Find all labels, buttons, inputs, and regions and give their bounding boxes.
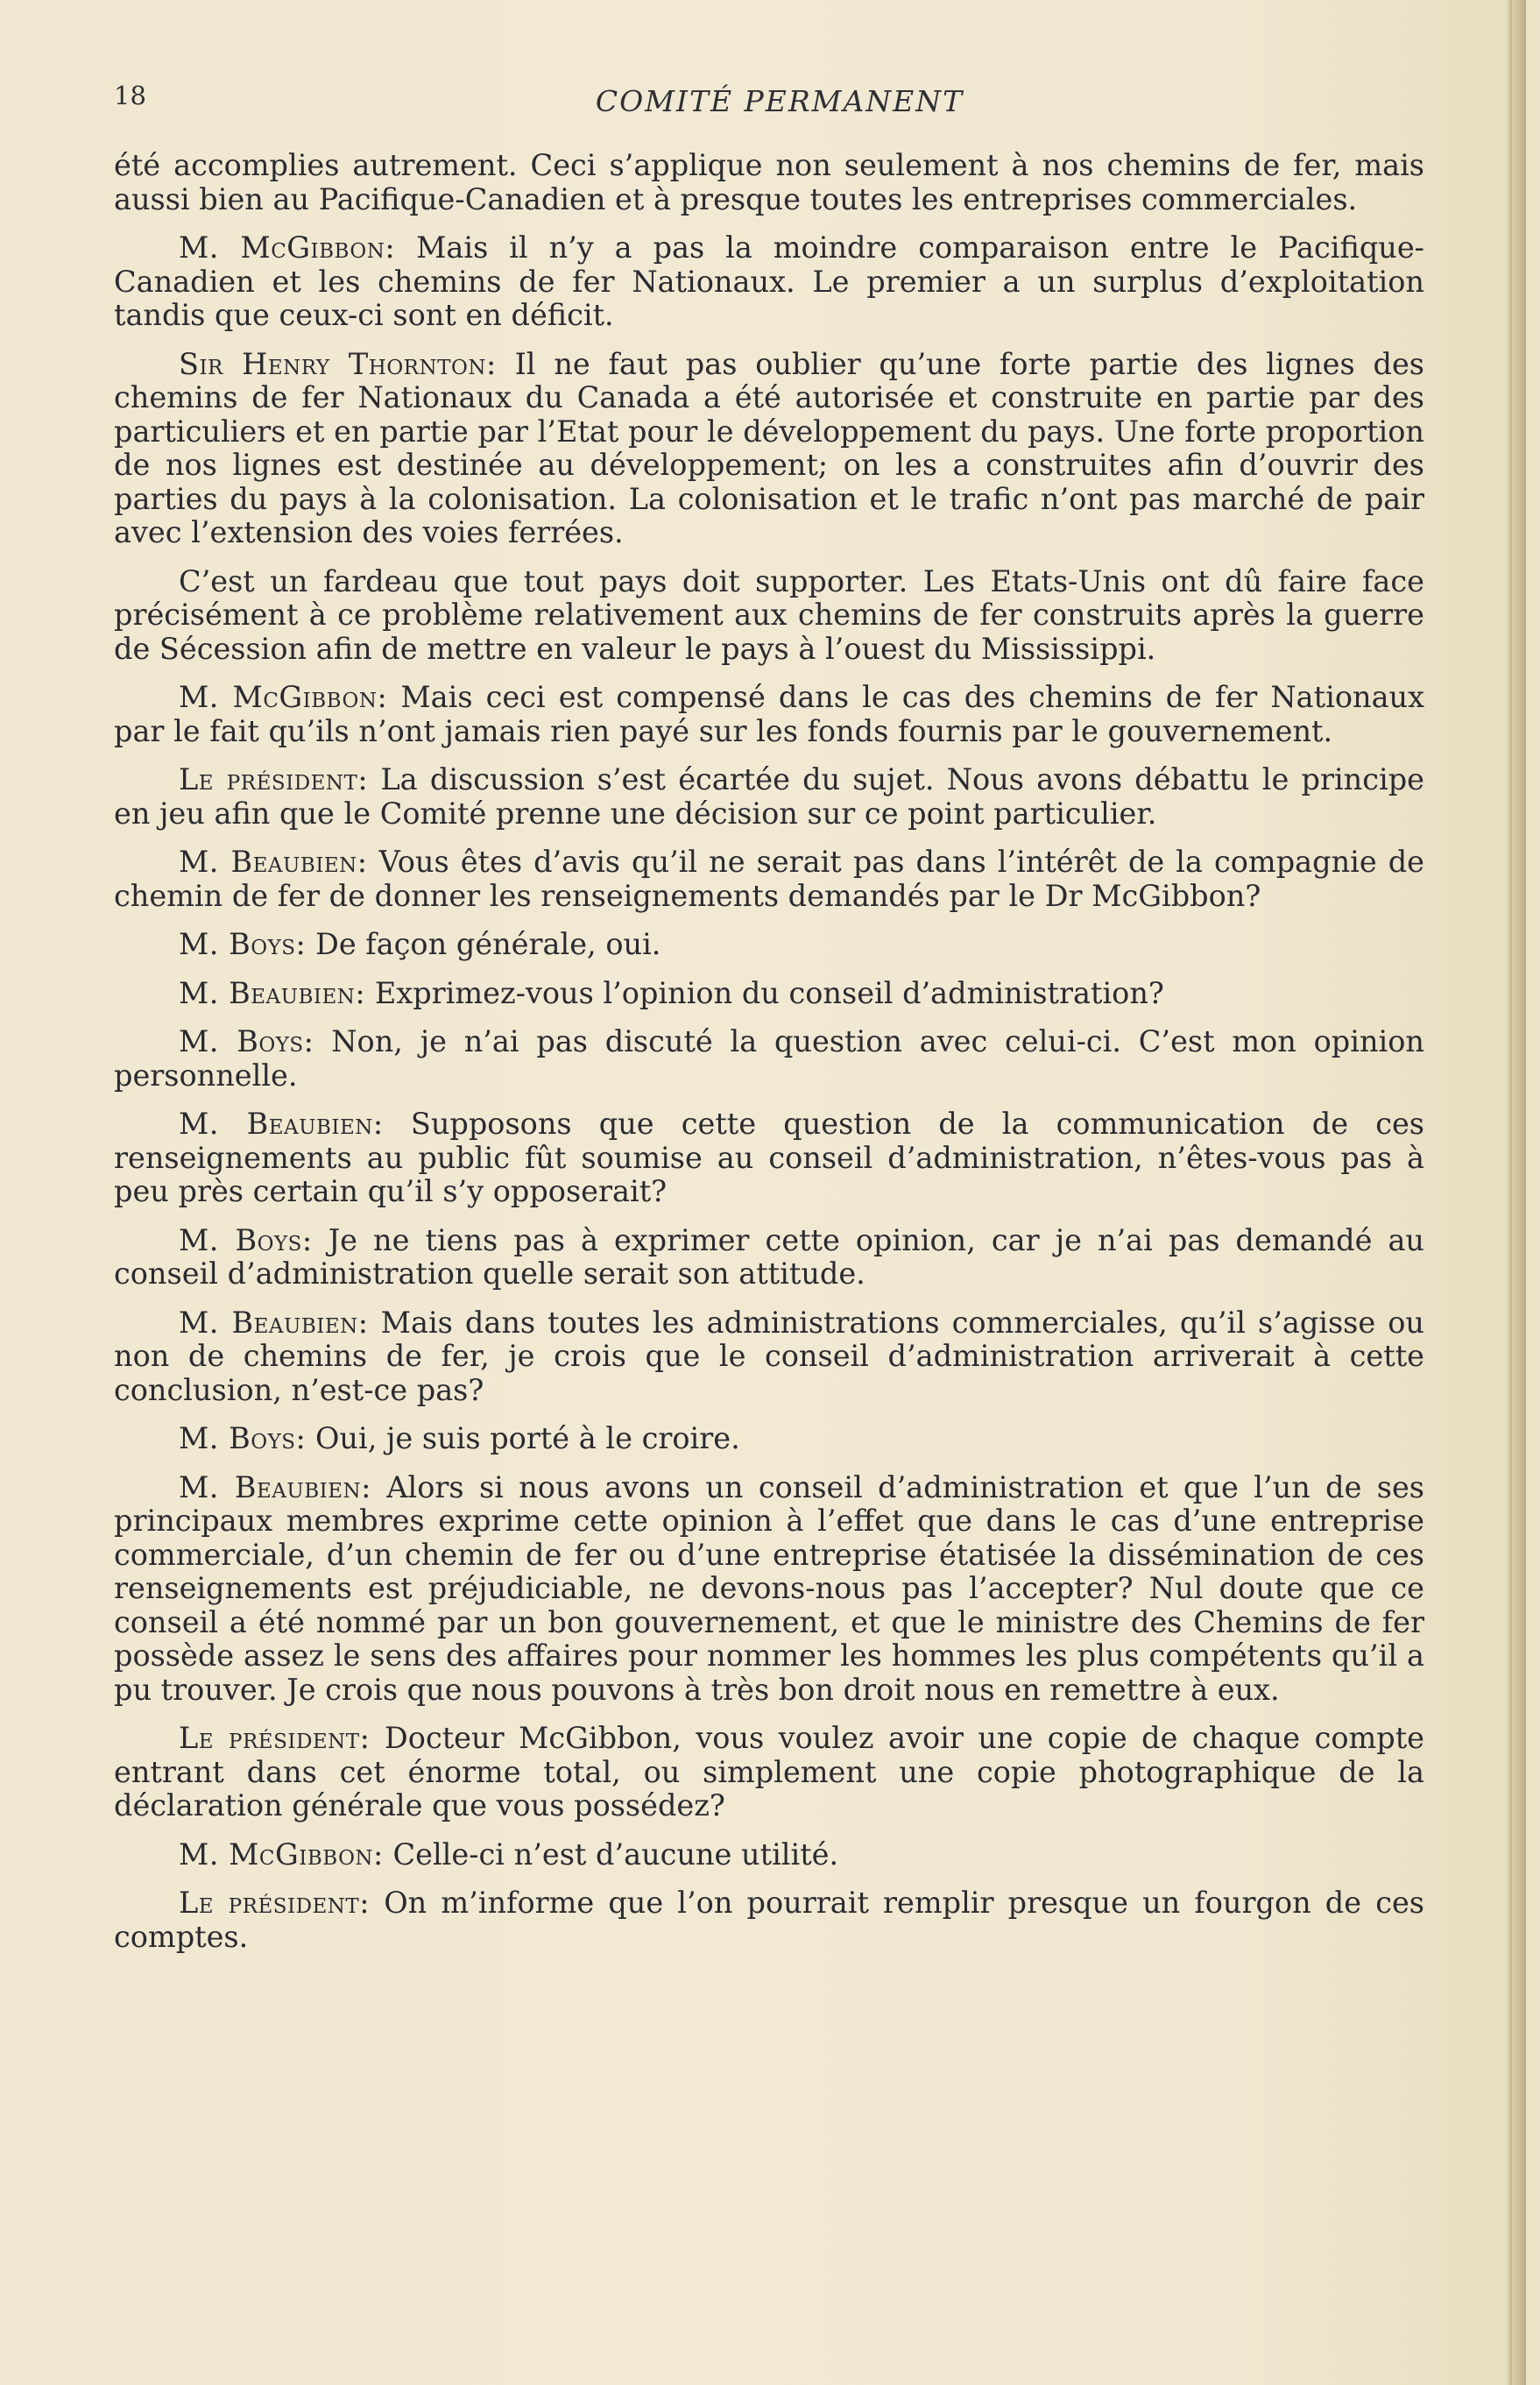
speaker-label: M. McGibbon: bbox=[179, 1837, 384, 1872]
speaker-label: M. Boys: bbox=[179, 1421, 307, 1455]
paragraph bbox=[114, 1025, 1424, 1093]
transcript-body bbox=[114, 149, 1424, 1969]
paragraph bbox=[114, 928, 1424, 962]
paragraph bbox=[114, 1886, 1424, 1954]
paragraph-text: Je ne tiens pas à exprimer cette opinion, car je n’ai pas demandé au conseil d’administration quelle serait son attitude. bbox=[114, 1222, 1424, 1291]
paragraph-text: Alors si nous avons un conseil d’administration et que l’un de ses principaux membres exprime cette opinion à l’effet que dans le cas d’une entreprise commerciale, d’un chemin de fer ou d’une entreprise étatisée la dissémination de ces renseignements est préjudiciable, ne devons-nous pas l’accepter? Nul doute que ce conseil a été nommé par un bon gouvernement, et que le ministre des Chemins de fer possède assez le sens des affaires pour nommer les hommes les plus compétents qu’il a pu trouver. Je crois que nous pouvons à très bon droit nous en remettre à eux. bbox=[114, 1469, 1424, 1707]
paragraph-text: Vous êtes d’avis qu’il ne serait pas dans l’intérêt de la compagnie de chemin de fer de donner les renseignements demandés par le Dr McGibbon? bbox=[114, 845, 1424, 913]
paragraph bbox=[114, 348, 1424, 550]
paragraph bbox=[114, 1722, 1424, 1823]
speaker-label: M. Beaubien: bbox=[179, 1107, 384, 1141]
speaker-label: M. Boys: bbox=[179, 927, 307, 961]
speaker-label: M. Beaubien: bbox=[179, 1305, 369, 1340]
page-header bbox=[114, 81, 1445, 124]
paragraph bbox=[114, 1838, 1424, 1872]
paragraph-text: Celle-ci n’est d’aucune utilité. bbox=[392, 1837, 839, 1872]
paragraph bbox=[114, 1306, 1424, 1408]
paragraph-text: Docteur McGibbon, vous voulez avoir une copie de chaque compte entrant dans cet énorme total, ou simplement une copie photographique de la déclaration générale que vous possédez? bbox=[114, 1721, 1424, 1822]
paragraph-text: Mais dans toutes les administrations commerciales, qu’il s’agisse ou non de chemins de fer, je crois que le conseil d’administration arriverait à cette conclusion, n’est-ce pas? bbox=[114, 1305, 1424, 1407]
paragraph-text: Mais ceci est compensé dans le cas des chemins de fer Nationaux par le fait qu’ils n’ont jamais rien payé sur les fonds fournis par le gouvernement. bbox=[114, 680, 1425, 748]
speaker-label: M. Beaubien: bbox=[179, 975, 366, 1010]
paragraph-text: Mais il n’y a pas la moindre comparaison entre le Pacifique-Canadien et les chemins de fer Nationaux. Le premier a un surplus d’exploitation tandis que ceux-ci sont en déficit. bbox=[114, 230, 1425, 332]
speaker-label: M. Beaubien: bbox=[179, 1469, 371, 1504]
paragraph bbox=[114, 1422, 1424, 1456]
speaker-label: M. McGibbon: bbox=[179, 680, 388, 714]
paragraph bbox=[114, 565, 1424, 667]
paragraph bbox=[114, 1108, 1424, 1209]
paragraph bbox=[114, 231, 1424, 333]
paragraph bbox=[114, 1224, 1424, 1292]
paragraph-text: été accomplies autrement. Ceci s’applique non seulement à nos chemins de fer, mais aussi bien au Pacifique-Canadien et à presque toutes les entreprises commerciales. bbox=[114, 148, 1424, 216]
paragraph-text: On m’informe que l’on pourrait remplir presque un fourgon de ces comptes. bbox=[114, 1886, 1424, 1954]
speaker-label: Le président: bbox=[179, 1886, 371, 1920]
paragraph-text: La discussion s’est écartée du sujet. Nous avons débattu le principe en jeu afin que le Comité prenne une décision sur ce point particulier. bbox=[114, 762, 1425, 831]
speaker-label: Sir Henry Thornton: bbox=[179, 346, 497, 381]
paragraph bbox=[114, 1471, 1424, 1708]
paragraph bbox=[114, 846, 1424, 913]
speaker-label: M. McGibbon: bbox=[179, 230, 396, 265]
paragraph-text: Non, je n’ai pas discuté la question avec celui-ci. C’est mon opinion personnelle. bbox=[114, 1024, 1424, 1093]
paragraph bbox=[114, 763, 1424, 831]
paragraph-text: Oui, je suis porté à le croire. bbox=[314, 1421, 740, 1455]
speaker-label: M. Boys: bbox=[179, 1024, 314, 1058]
page-number: 18 bbox=[114, 81, 146, 110]
running-title: COMITÉ PERMANENT bbox=[595, 84, 964, 118]
paragraph bbox=[114, 149, 1424, 216]
paragraph-text: Exprimez-vous l’opinion du conseil d’administration? bbox=[374, 975, 1164, 1010]
page-edge-line bbox=[1509, 0, 1512, 2385]
speaker-label: M. Boys: bbox=[179, 1222, 313, 1257]
speaker-label: M. Beaubien: bbox=[179, 845, 368, 879]
paragraph-text: C’est un fardeau que tout pays doit supporter. Les Etats-Unis ont dû faire face précisément à ce problème relativement aux chemins de fer construits après la guerre de Sécession afin de mettre en valeur le pays à l’ouest du Mississippi. bbox=[114, 563, 1424, 666]
speaker-label: Le président: bbox=[179, 1721, 371, 1755]
paragraph bbox=[114, 681, 1424, 748]
paragraph-text: De façon générale, oui. bbox=[314, 927, 661, 961]
paragraph-text: Il ne faut pas oublier qu’une forte partie des lignes des chemins de fer Nationaux du Canada a été autorisée et construite en partie par des particuliers et en partie par l’Etat pour le développement du pays. Une forte proportion de nos lignes est destinée au développement; on les a construites afin d’ouvrir des parties du pays à la colonisation. La colonisation et le trafic n’ont pas marché de pair avec l’extension des voies ferrées. bbox=[114, 346, 1424, 549]
speaker-label: Le président: bbox=[179, 762, 369, 796]
paragraph-text: Supposons que cette question de la communication de ces renseignements au public fût soumise au conseil d’administration, n’êtes-vous pas à peu près certain qu’il s’y opposerait? bbox=[114, 1107, 1424, 1208]
paragraph bbox=[114, 977, 1424, 1011]
